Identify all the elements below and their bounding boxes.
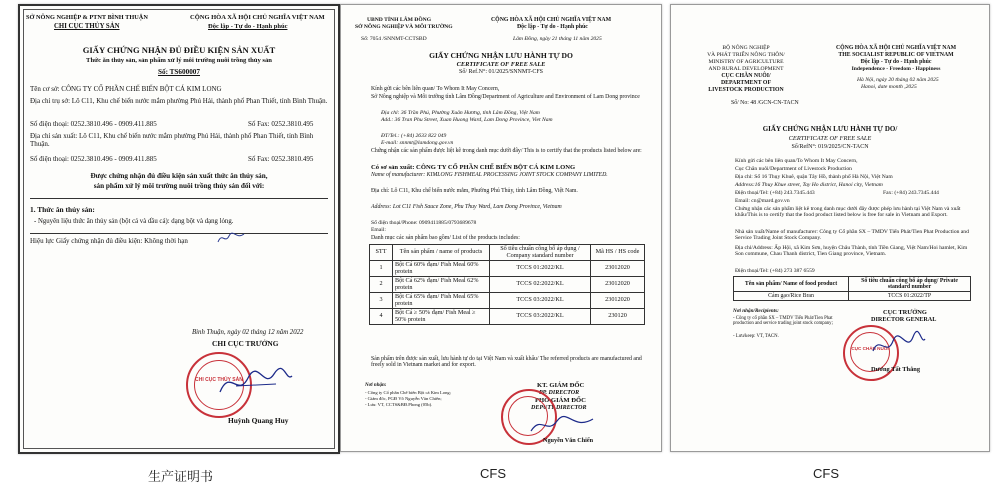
recipients-title: Nơi nhận: — [365, 383, 387, 388]
greeting: Kính gửi các bên liên quan/ To Whom It May Concern, — [371, 86, 500, 92]
table-row — [370, 261, 645, 277]
issuer-department: CHI CỤC THỦY SẢN — [54, 23, 120, 30]
issuer-ministry: SỞ NÔNG NGHIỆP & PTNT BÌNH THUẬN — [26, 14, 148, 21]
issuer-ministry-en: MINISTRY OF AGRICULTURE — [708, 59, 784, 65]
issuer-department-en-2: LIVESTOCK PRODUCTION — [708, 87, 784, 93]
signer-name: Huỳnh Quang Huy — [228, 416, 289, 425]
table-cell: TCCS 01:2022/KL — [490, 261, 591, 277]
divider — [30, 198, 328, 199]
table-cell: 23012020 — [591, 277, 645, 293]
signature-icon — [527, 411, 597, 437]
national-motto: Độc lập - Tự do - Hạnh phúc — [860, 59, 932, 65]
signer-title: CỤC TRƯỞNG — [883, 309, 927, 316]
signer-title: CHI CỤC TRƯỞNG — [212, 339, 279, 348]
recipient-item: - Lưu/keep: VT, TACN. — [733, 334, 779, 339]
table-cell: Bột Cá 62% đạm/ Fish Meal 62% protein — [393, 277, 490, 293]
manufacturer: Nhà sản xuất/Name of manufacturer: Công ty Cổ phần SX – TMDV Tiến Phát/Tien Phat Production and Service Trading Joint Stock Company. — [735, 229, 969, 242]
authority-tel: ĐT/Tel.: (+84) 2633 822 049 — [381, 133, 447, 139]
recipients-title: Nơi nhận/Recipients: — [733, 308, 779, 314]
free-sale-certificate-mard — [670, 4, 990, 452]
section-heading: 1. Thức ăn thủy sản: — [30, 205, 95, 214]
eligibility-line-1: Được chứng nhận đủ điều kiện sản xuất thức ăn thủy sản, — [90, 172, 268, 180]
recipient-item: - Lưu: VT, CCTS&BĐ.Phong (05b). — [365, 402, 433, 407]
table-cell: TCCS 03:2022/KL — [490, 293, 591, 309]
issue-date: Bình Thuận, ngày 02 tháng 12 năm 2022 — [192, 329, 304, 336]
hq-address: Địa chỉ trụ sở: Lô C11, Khu chế biến nước mắm phường Phú Hải, thành phố Phan Thiết, tỉnh Bình Thuận. — [30, 97, 328, 105]
issuer-department: SỞ NÔNG NGHIỆP VÀ MÔI TRƯỜNG — [355, 24, 453, 30]
table-cell: 2 — [370, 277, 393, 293]
issuer-department: CỤC CHĂN NUÔI/ — [721, 73, 771, 79]
eligibility-line-2: sản phẩm xử lý môi trường nuôi trồng thủy sản đối với: — [93, 182, 265, 190]
issue-date: Hà Nội, ngày 20 tháng 02 năm 2025 — [857, 77, 939, 83]
table-row — [370, 277, 645, 293]
sign-authority-en: PP. DIRECTOR — [539, 390, 580, 396]
recipient-item: - Giám đốc, PGĐ Võ Nguyễn Văn Chiến; — [365, 396, 442, 401]
document-title: GIẤY CHỨNG NHẬN LƯU HÀNH TỰ DO/ — [762, 125, 898, 133]
fax-1: Số Fax: 0252.3810.495 — [248, 120, 314, 128]
table-cell: Cám gạo/Rice Bran — [734, 292, 849, 301]
document-title-en: CERTIFICATE OF FREE SALE — [456, 61, 546, 68]
table-header-cell: STT — [370, 245, 393, 261]
table-cell: 230120 — [591, 309, 645, 325]
authority-address: Địa chỉ: Số 16 Thụy Khuê, quận Tây Hồ, thành phố Hà Nội, Việt Nam — [735, 174, 893, 180]
issuing-authority: Sở Nông nghiệp và Môi trường tỉnh Lâm Đồng/Department of Agriculture and Environment of Lam Dong province — [371, 94, 640, 100]
issue-date: Lâm Đồng, ngày 21 tháng 11 năm 2025 — [513, 36, 602, 42]
reference-number: Số/ No: 48 /GCN-CN-TACN — [731, 100, 799, 106]
manufacturer-vi: Có sơ sản xuất: CÔNG TY CỔ PHẦN CHẾ BIẾN BỘT CÁ KIM LONG — [371, 164, 576, 171]
table-cell: 4 — [370, 309, 393, 325]
document-subtitle: Thức ăn thủy sản, sản phẩm xử lý môi trường nuôi trồng thủy sản — [86, 57, 272, 64]
table-row — [370, 309, 645, 325]
table-header-cell: Tên sản phẩm / name of products — [393, 245, 490, 261]
document-title: GIẤY CHỨNG NHẬN LƯU HÀNH TỰ DO — [429, 51, 573, 60]
authority-address: Địa chỉ: 36 Trần Phú, Phường Xuân Hương, tỉnh Lâm Đồng, Việt Nam — [381, 110, 540, 116]
table-cell: Bột Cá 65% đạm/ Fish Meal 65% protein — [393, 293, 490, 309]
certificate-number: Số/RefN°: 019/2025/CN-TACN — [791, 144, 869, 150]
national-title: CỘNG HÒA XÃ HỘI CHỦ NGHĨA VIỆT NAM — [190, 14, 325, 21]
authority-email: E-mail: snnmt@lamdong.gov.vn — [381, 140, 454, 146]
authority-fax: Fax: (+84) 243.7345.444 — [883, 190, 939, 196]
table-cell: 3 — [370, 293, 393, 309]
production-certificate-document — [18, 4, 340, 454]
table-header-cell: Tên sản phẩm/ Name of food product — [734, 277, 849, 292]
table-cell: Bột Cá 60% đạm/ Fish Meal 60% protein — [393, 261, 490, 277]
seal-text: CHI CỤC THỦY SẢN — [195, 377, 243, 383]
table-header-cell: Mã HS / HS code — [591, 245, 645, 261]
manufacturer-en: Name of manufacturer: KIMLONG FISHMEAL PROCESSING JOINT STOCK COMPANY LIMITED. — [371, 172, 608, 178]
national-title: CỘNG HÒA XÃ HỘI CHỦ NGHĨA VIỆT NAM — [835, 45, 957, 51]
table-header-cell: Số tiêu chuẩn công bố áp dụng/ Private standard number — [849, 277, 971, 292]
signer-name: Dương Tất Thắng — [871, 366, 921, 373]
sign-position-en: DEPUTY DIRECTOR — [531, 405, 587, 411]
authority-address-en: Add.: 36 Tran Phu Street, Xuan Huong Ward, Lam Dong Province, Viet Nam — [381, 117, 553, 123]
initial-signature-icon — [216, 230, 246, 246]
table-cell: 1 — [370, 261, 393, 277]
document-title: GIẤY CHỨNG NHẬN ĐỦ ĐIỀU KIỆN SẢN XUẤT — [82, 45, 276, 55]
production-address: Địa chỉ sản xuất: Lô C11, Khu chế biến nước mắm phường Phú Hải, thành phố Phan Thiết, tỉnh Bình Thuận. — [30, 132, 314, 148]
sign-authority: KT. GIÁM ĐỐC — [537, 382, 585, 389]
table-cell: Bột Cá ≥ 50% đạm/ Fish Meal ≥ 50% protein — [393, 309, 490, 325]
table-header-row — [370, 245, 645, 261]
manufacturer-address: Địa chỉ/Address: Ấp Hội, xã Kim Sơn, huyện Châu Thành, tỉnh Tiền Giang, Việt Nam/Hoi hamlet, Kim Son commune, Chau Thanh district, Tien Giang province, Vietnam. — [735, 245, 968, 258]
national-motto-en: Independence - Freedom - Happiness — [851, 66, 941, 72]
signer-name: Nguyễn Văn Chiến — [543, 437, 594, 444]
phone-1: Số điện thoại: 0252.3810.496 - 0909.411.885 — [30, 120, 157, 128]
issuer-ministry-2: VÀ PHÁT TRIỂN NÔNG THÔN/ — [707, 52, 785, 58]
issuer-province: UBND TỈNH LÂM ĐỒNG — [367, 17, 432, 23]
table-row — [370, 293, 645, 309]
sign-position: PHÓ GIÁM ĐỐC — [535, 397, 586, 404]
validity: Hiệu lực Giấy chứng nhận đủ điều kiện: Không thời hạn — [30, 237, 188, 245]
recipient-item: - Công ty Cổ phần Chế biến Bột cá Kim Long; — [365, 390, 451, 395]
table-cell: 23012020 — [591, 261, 645, 277]
issuing-authority: Cục Chăn nuôi/Department of Livestock Production — [735, 166, 852, 172]
signer-title-en: DIRECTOR GENERAL — [871, 316, 937, 323]
signature-icon — [867, 327, 927, 361]
authority-tel: Điện thoại/Tel: (+84) 243.7345.443 — [735, 190, 815, 196]
caption-cfs-2: CFS — [813, 466, 839, 481]
authority-email: Email: cn@mard.gov.vn — [735, 198, 790, 204]
table-header-cell: Số tiêu chuẩn công bố áp dụng / Company standard number — [490, 245, 591, 261]
authority-address-en: Address:16 Thuy Khue street, Tay Ho district, Hanoi city, Vietnam — [735, 182, 883, 188]
table-cell: TCCS 03:2022/KL — [490, 309, 591, 325]
manufacturer-phone: Điện thoại/Tel: (+84) 273 387 6559 — [735, 268, 815, 274]
free-sale-certificate-lamdong — [340, 4, 662, 452]
table-header-row — [734, 277, 971, 292]
table-cell: 23012020 — [591, 293, 645, 309]
org-name: Tên cơ sở: CÔNG TY CỔ PHẦN CHẾ BIẾN BỘT CÁ KIM LONG — [30, 85, 222, 93]
caption-cfs-1: CFS — [480, 466, 506, 481]
national-title-en: THE SOCIALIST REPUBLIC OF VIETNAM — [838, 52, 954, 58]
recipient-item: - Công ty cổ phần SX – TMDV Tiến Phát/Tien Phat production and service trading joint stock company; — [733, 316, 833, 327]
signature-icon — [216, 362, 296, 402]
product-item: - Nguyên liệu thức ăn thủy sản (bột cá và dầu cá): dạng bột và dạng lỏng. — [34, 218, 234, 225]
greeting: Kính gửi các bên liên quan/To Whom It May Concern, — [735, 158, 858, 164]
issuer-department-en: DEPARTMENT OF — [721, 80, 771, 86]
issuer-ministry-en-2: AND RURAL DEVELOPMENT — [708, 66, 784, 72]
table-row — [734, 292, 971, 301]
manufacturer-address-en: Address: Lot C11 Fish Sauce Zone, Phu Thuy Ward, Lam Dong Province, Vietnam — [371, 204, 562, 210]
certify-statement: Chứng nhận các sản phẩm được liệt kê trong danh mục dưới đây/ This is to certify that the products listed below are: — [371, 148, 642, 154]
table-cell: TCCS 02:2022/KL — [490, 277, 591, 293]
national-motto: Độc lập - Tự do - Hạnh phúc — [517, 24, 588, 30]
phone-2: Số điện thoại: 0252.3810.496 - 0909.411.885 — [30, 155, 157, 163]
reference-number: Số: 7054 /SNNMT-CCTSBD — [361, 36, 427, 42]
certify-statement: Chứng nhận các sản phẩm liệt kê trong danh mục dưới đây được phép lưu hành tại Việt Nam và xuất khẩu/This is to certify that the food product listed below is free for sale in Vietnam and Export. — [735, 206, 961, 219]
issuer-ministry: BỘ NÔNG NGHIỆP — [722, 45, 770, 51]
national-title: CỘNG HÒA XÃ HỘI CHỦ NGHĨA VIỆT NAM — [491, 17, 612, 23]
manufacturer-address: Địa chỉ: Lô C11, Khu chế biến nước mắm, Phường Phú Thủy, tỉnh Lâm Đồng, Việt Nam. — [371, 188, 578, 194]
table-cell: TCCS 01:2022/TP — [849, 292, 971, 301]
seal-text: CỤC CHĂN NUÔI — [851, 346, 889, 351]
manufacturer-email: Email: — [371, 227, 386, 233]
document-title-en: CERTIFICATE OF FREE SALE — [788, 135, 872, 142]
fax-2: Số Fax: 0252.3810.495 — [248, 155, 314, 163]
product-list-label: Danh mục các sản phẩm bao gồm/ List of the products includes: — [371, 235, 520, 241]
issue-date-en: Hanoi, date month ,2025 — [861, 84, 917, 90]
certificate-number: Số/ Ref.N°: 01/2025/SNNMT-CFS — [458, 69, 544, 75]
manufacturer-phone: Số điện thoại/Phone: 0909411885/0793689678 — [371, 220, 477, 226]
national-motto: Độc lập - Tự do - Hạnh phúc — [208, 23, 288, 30]
certificate-number: Số: TS600007 — [157, 68, 200, 76]
caption-production-certificate: 生产证明书 — [148, 469, 214, 484]
product-table — [369, 244, 645, 325]
free-sale-statement: Sản phẩm trên được sản xuất, lưu hành tự do tại Việt Nam và xuất khẩu/ The referred products are manufactured and freely sold in Vietnam market and for export. — [371, 356, 642, 369]
product-table — [733, 276, 971, 301]
divider — [30, 233, 328, 234]
